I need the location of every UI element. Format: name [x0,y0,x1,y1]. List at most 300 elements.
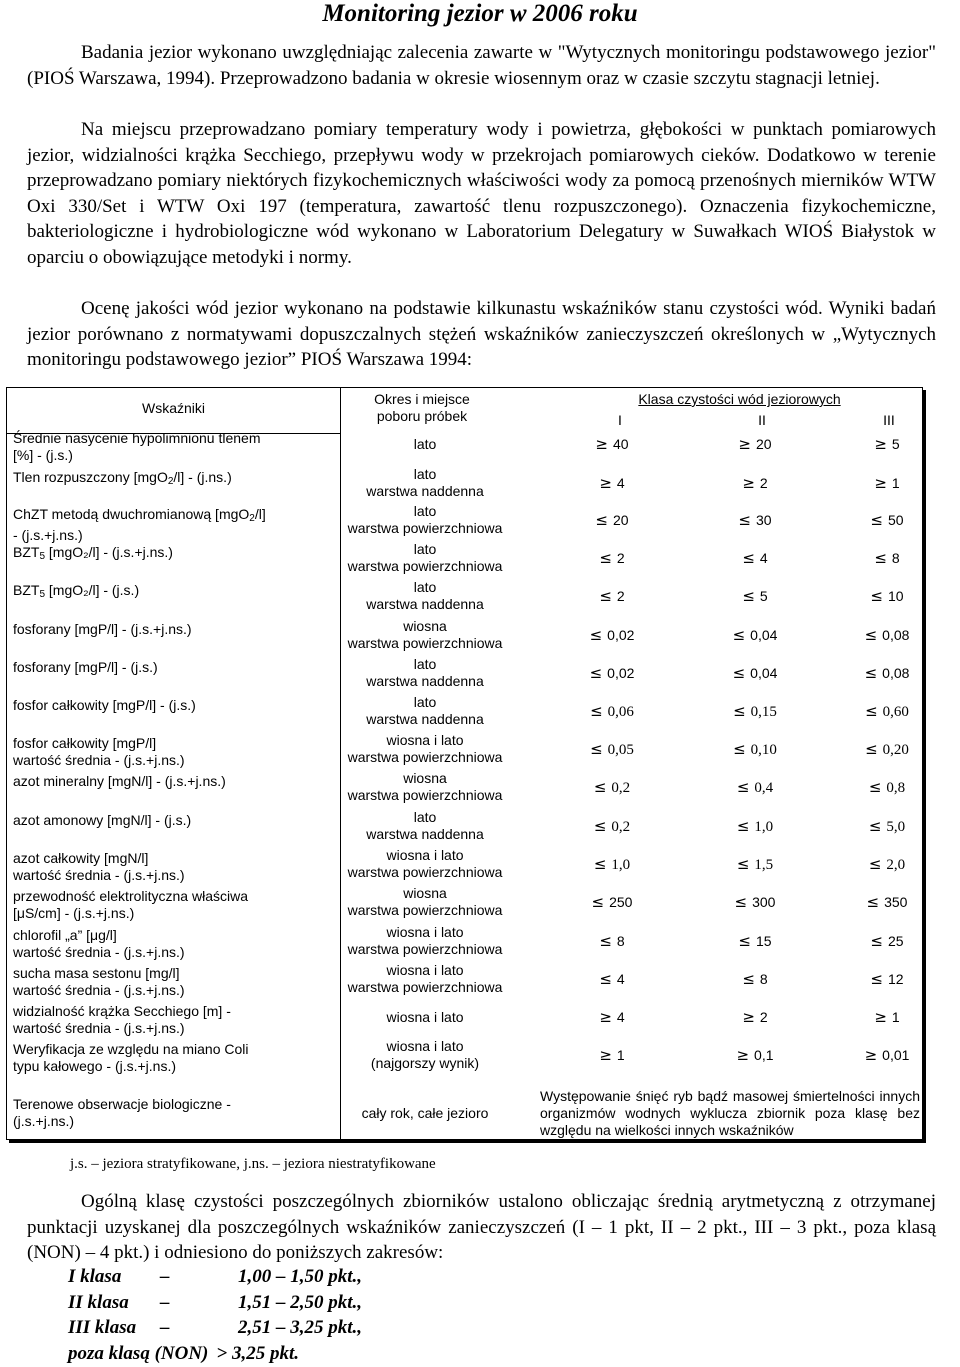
class-2-value [700,818,810,836]
indicator-line2: wartość średnia - (j.s.+j.ns.) [13,752,185,768]
comparison-symbol: ≤ [593,778,607,796]
class-3-value [832,588,942,605]
threshold-value: 20 [756,436,772,452]
threshold-value: 0,15 [750,704,777,720]
sampling-season: lato [413,503,437,519]
threshold-value: 4 [616,475,625,491]
comparison-symbol: ≤ [589,664,603,682]
indicator-line1 [13,735,333,752]
comparison-symbol: ≤ [865,740,878,758]
class-1-value [557,588,667,605]
sampling-cell [340,732,510,766]
threshold-value: 0,02 [607,665,635,681]
grade-line [68,1264,362,1290]
class-2-value [700,665,810,682]
sampling-season: lato [413,809,437,825]
sampling-season: wiosna [403,618,447,634]
sampling-season: lato [413,466,437,482]
indicator-cell [13,735,333,769]
comparison-symbol: ≤ [732,626,746,644]
comparison-symbol: ≤ [738,511,751,529]
indicator-line1 [13,582,333,603]
class-3-value [832,933,942,950]
indicator-line1 [13,888,333,905]
class-3-value [832,894,942,911]
comparison-symbol: ≥ [599,1046,612,1064]
indicator-line1 [13,927,333,944]
sampling-cell [340,694,510,728]
sampling-layer: warstwa powierzchniowa [347,979,503,995]
comparison-symbol: ≥ [599,474,612,492]
threshold-value: 5 [891,436,900,452]
indicator-cell [13,1003,333,1037]
grade-range: 1,51 – 2,50 pkt., [238,1291,363,1313]
class-1-value [557,703,667,721]
summary-paragraph: Ogólną klasę czystości poszczególnych zbiorników ustalono obliczając średnią arytmetyczną z otrzymanej punktacji uzyskanej dla poszczególnych wskaźników zanieczyszczeń (I – 1 pkt, II – 2 pkt., III – 3 pkt., poza klasą (NON) – 4 pkt.) i odniesiono do poniższych zakresów: [27,1191,936,1263]
indicator-subscript: 2 [167,476,174,487]
sampling-cell [340,924,510,958]
threshold-value: 0,8 [886,780,906,796]
sampling-cell [340,466,510,500]
threshold-value: 0,01 [882,1047,910,1063]
grade-line [68,1290,362,1316]
threshold-value: 12 [888,971,904,987]
grade-dash: – [160,1291,170,1313]
indicator-line2: [μS/cm] - (j.s.+j.ns.) [13,905,135,921]
comparison-symbol: ≥ [742,474,755,492]
indicator-line2: wartość średnia - (j.s.+j.ns.) [13,982,185,998]
indicator-cell [13,965,333,999]
comparison-symbol: ≤ [865,702,878,720]
header-klasa: Klasa czystości wód jeziorowych [638,391,841,407]
intro-paragraph: Badania jezior wykonano uwzględniając zalecenia zawarte w "Wytycznych monitoringu podstawowego jezior" (PIOŚ Warszawa, 1994). Przeprowadzono badania w okresie wiosennym oraz w czasie szczytu stagnacji letniej. [27,42,936,89]
sampling-cell [340,541,510,575]
indicator-text-end: [mgO₂/l] - (j.s.+j.ns.) [45,544,173,560]
threshold-value: 15 [756,933,772,949]
sampling-season: wiosna i lato [386,924,464,940]
threshold-value: 1,0 [754,819,774,835]
indicator-subscript: 5 [39,589,46,600]
sampling-layer: warstwa powierzchniowa [347,941,503,957]
grade-label: III klasa [68,1317,137,1338]
grade-range: 1,00 – 1,50 pkt., [238,1266,363,1287]
indicator-text: fosfor całkowity [mgP/l] - (j.s.) [13,697,196,713]
threshold-value: 0,06 [607,704,634,720]
sampling-layer: warstwa powierzchniowa [347,787,503,803]
class-2-value [700,779,810,797]
sampling-cell [340,770,510,804]
class-2-value [700,741,810,759]
indicator-text-end: [mgO₂/l] - (j.s.) [45,582,140,598]
comparison-symbol: ≤ [733,702,746,720]
comparison-symbol: ≤ [868,817,882,835]
comparison-symbol: ≤ [874,549,887,567]
indicator-cell [13,659,333,676]
indicator-cell [13,812,333,829]
class-1-value [557,856,667,874]
class-2-value [700,627,810,644]
sampling-cell [340,962,510,996]
header-okres-line1: Okres i miejsce [374,391,470,407]
sampling-cell: cały rok, całe jezioro [361,1105,489,1121]
class-2-value [700,894,810,911]
comparison-symbol: ≥ [864,1046,878,1064]
class-2-value [700,856,810,874]
threshold-value: 8 [759,971,768,987]
threshold-value: 4 [616,1009,625,1025]
indicator-line1 [13,965,333,982]
sampling-layer: (najgorszy wynik) [370,1055,480,1071]
sampling-layer: warstwa powierzchniowa [347,558,503,574]
comparison-symbol: ≥ [738,435,751,453]
class-1-value [557,741,667,759]
indicator-line1 [13,659,333,676]
threshold-value: 0,4 [754,780,774,796]
comparison-symbol: ≤ [870,587,883,605]
class-3-value [832,512,942,529]
class-1-value [557,627,667,644]
indicator-cell [13,1041,333,1075]
threshold-value: 2 [759,475,768,491]
threshold-value: 250 [609,894,633,910]
header-okres [347,391,497,425]
sampling-cell [340,847,510,881]
indicator-text: ChZT metodą dwuchromianową [mgO [13,506,250,522]
threshold-value: 0,2 [611,819,631,835]
comparison-symbol: ≤ [870,511,883,529]
indicator-text: Weryfikacja ze względu na miano Coli [13,1041,249,1057]
indicator-subscript: 2 [249,513,255,524]
sampling-cell [340,503,510,537]
indicator-line1 [13,544,333,565]
indicator-line1 [13,812,333,829]
class-2-value [700,703,810,721]
indicator-text-end: /l] - (j.ns.) [173,469,232,485]
comparison-symbol: ≤ [599,932,612,950]
sampling-cell [340,579,510,613]
indicator-cell [13,773,333,790]
sampling-season: lato [413,541,437,557]
comparison-symbol: ≤ [734,893,748,911]
indicator-text: sucha masa sestonu [mg/l] [13,965,180,981]
threshold-value: 20 [613,512,629,528]
indicator-cell [13,544,333,565]
indicator-subscript: 5 [39,551,46,562]
class-3-value [832,550,942,567]
class-3-value [832,1009,942,1026]
assessment-paragraph: Ocenę jakości wód jezior wykonano na podstawie kilkunastu wskaźników stanu czystości wód. Wyniki badań jezior porównano z normatywami dopuszczalnych stężeń wskaźników zanieczyszczeń określonych w „Wytycznych monitoringu podstawowego jezior” PIOŚ Warszawa 1994: [27,298,936,370]
indicator-cell [13,621,333,638]
comparison-symbol: ≤ [868,855,882,873]
indicator-line1 [13,850,333,867]
sampling-cell [340,809,510,843]
header-class-3: III [883,412,895,428]
threshold-value: 0,1 [754,1047,774,1063]
threshold-value: 25 [888,933,904,949]
threshold-value: 10 [888,588,904,604]
threshold-value: 1,0 [611,857,631,873]
comparison-symbol: ≤ [738,932,751,950]
class-3-value [832,779,942,797]
indicator-line2: wartość średnia - (j.s.+j.ns.) [13,944,185,960]
indicator-line2: - (j.s.+j.ns.) [13,527,83,543]
threshold-value: 2 [616,588,625,604]
threshold-value: 1,5 [754,857,774,873]
indicator-line1 [13,697,333,714]
threshold-value: 2,0 [886,857,906,873]
class-3-value [832,665,942,682]
class-2-value [700,475,810,492]
class-3-value [832,741,942,759]
comparison-symbol: ≥ [736,1046,750,1064]
indicator-text: chlorofil „a” [μg/l] [13,927,117,943]
header-class-1: I [618,412,622,428]
sampling-season: lato [413,579,437,595]
indicator-line1 [13,430,333,447]
threshold-value: 0,20 [882,742,909,758]
comparison-symbol: ≤ [736,817,750,835]
indicator-cell [13,1096,333,1130]
comparison-symbol: ≤ [591,893,605,911]
sampling-season: wiosna i lato [386,732,464,748]
class-1-value [557,475,667,492]
comparison-symbol: ≤ [736,778,750,796]
sampling-season: lato [413,656,437,672]
grade-line [68,1341,362,1367]
grade-line [68,1315,362,1341]
comparison-symbol: ≥ [874,474,887,492]
page-title: Monitoring jezior w 2006 roku [322,0,638,27]
header-wskazniki: Wskaźniki [141,400,205,416]
class-2-value [700,933,810,950]
threshold-value: 5 [759,588,768,604]
sampling-cell [340,885,510,919]
comparison-symbol: ≤ [870,970,883,988]
indicator-text: BZT [13,544,40,560]
grade-ranges [68,1264,362,1366]
class-2-value [700,436,810,453]
comparison-symbol: ≤ [864,626,878,644]
sampling-season: wiosna i lato [386,962,464,978]
sampling-cell [340,1009,510,1026]
biological-note: Występowanie śnięć ryb bądź masowej śmiertelności innych organizmów wodnych wyklucza zbiornik poza klasę bez względu na wielkości innych wskaźników [540,1088,920,1138]
indicator-cell [13,582,333,603]
threshold-value: 0,2 [611,780,631,796]
indicator-cell [13,888,333,922]
sampling-layer: warstwa naddenna [366,483,484,499]
threshold-value: 0,08 [882,665,910,681]
sampling-cell [340,436,510,453]
indicator-text: fosfor całkowity [mgP/l] [13,735,157,751]
indicator-text: azot całkowity [mgN/l] [13,850,149,866]
indicator-line1 [13,506,333,527]
threshold-value: 0,60 [882,704,909,720]
class-2-value [700,1047,810,1064]
comparison-symbol: ≤ [599,587,612,605]
grade-label: II klasa [68,1291,129,1313]
threshold-value: 8 [891,550,900,566]
grade-dash: – [160,1317,170,1338]
indicator-line2: typu kałowego - (j.s.+j.ns.) [13,1058,177,1074]
comparison-symbol: ≥ [599,1008,612,1026]
sampling-cell [340,656,510,690]
threshold-value: 40 [613,436,629,452]
sampling-cell [340,1038,510,1072]
indicator-text: fosforany [mgP/l] - (j.s.) [13,659,158,675]
threshold-value: 1 [616,1047,625,1063]
comparison-symbol: ≤ [732,664,746,682]
comparison-symbol: ≤ [595,511,608,529]
threshold-value: 50 [888,512,904,528]
class-2-value [700,588,810,605]
quality-class-table [6,387,923,1140]
class-1-value [557,1009,667,1026]
class-1-value [557,512,667,529]
comparison-symbol: ≤ [864,664,878,682]
class-2-value [700,512,810,529]
class-3-value [832,627,942,644]
sampling-layer: warstwa powierzchniowa [347,902,503,918]
class-1-value [557,933,667,950]
threshold-value: 1 [891,475,900,491]
class-3-value [832,475,942,492]
indicator-line2: wartość średnia - (j.s.+j.ns.) [13,1020,185,1036]
comparison-symbol: ≤ [866,893,880,911]
grade-label: poza klasą (NON) [68,1342,209,1364]
class-3-value [832,703,942,721]
methods-paragraph: Na miejscu przeprowadzano pomiary temperatury wody i powietrza, głębokości w punktach pomiarowych jezior, widzialności krążka Secchiego, przepływu wody w przekrojach pomiarowych cieków. Dodatkowo w terenie przeprowadzano pomiary niektórych fizykochemicznych właściwości wody za pomocą przenośnych mierników WTW Oxi 330/Set i WTW Oxi 197 (temperatura, zawartość tlenu rozpuszczonego). Oznaczenia fizykochemiczne, bakteriologiczne i hydrobiologiczne wód wykonano w Laboratorium Delegatury w Suwałkach WIOŚ Białystok w oparciu o obowiązujące metodyki i normy. [27,119,936,268]
comparison-symbol: ≥ [595,435,608,453]
sampling-season: wiosna [403,770,447,786]
threshold-value: 0,04 [750,627,778,643]
comparison-symbol: ≤ [742,549,755,567]
sampling-season: wiosna i lato [386,847,464,863]
threshold-value: 5,0 [886,819,906,835]
indicator-text: BZT [13,582,40,598]
threshold-value: 2 [759,1009,768,1025]
threshold-value: 350 [884,894,908,910]
indicator-cell [13,927,333,961]
sampling-season: lato [413,694,437,710]
indicator-cell [13,697,333,714]
sampling-season: wiosna i lato [386,1038,464,1054]
indicator-line1 [13,469,333,490]
comparison-symbol: ≤ [589,626,603,644]
comparison-symbol: ≥ [874,435,887,453]
indicator-cell [13,469,333,490]
indicator-line1 [13,773,333,790]
threshold-value: 8 [616,933,625,949]
sampling-layer: warstwa powierzchniowa [347,635,503,651]
comparison-symbol: ≤ [599,549,612,567]
comparison-symbol: ≤ [599,970,612,988]
comparison-symbol: ≤ [870,932,883,950]
sampling-layer: warstwa powierzchniowa [347,520,503,536]
class-1-value [557,665,667,682]
indicator-cell [13,850,333,884]
grade-range: > 3,25 pkt. [216,1342,299,1364]
table-footnote: j.s. – jeziora stratyfikowane, j.ns. – jeziora niestratyfikowane [70,1156,436,1172]
class-2-value [700,971,810,988]
class-3-value [832,436,942,453]
indicator-line1 [13,1041,333,1058]
sampling-layer: warstwa powierzchniowa [347,749,503,765]
class-2-value [700,1009,810,1026]
class-1-value [557,971,667,988]
class-1-value [557,779,667,797]
class-1-value [557,436,667,453]
comparison-symbol: ≥ [874,1008,887,1026]
comparison-symbol: ≤ [742,970,755,988]
class-1-value [557,550,667,567]
indicator-text: azot mineralny [mgN/l] - (j.s.+j.ns.) [13,773,226,789]
class-3-value [832,856,942,874]
threshold-value: 0,04 [750,665,778,681]
threshold-value: 0,05 [607,742,634,758]
indicator-line2: (j.s.+j.ns.) [13,1113,75,1129]
indicator-text: Średnie nasycenie hypolimnionu tlenem [13,430,261,446]
sampling-cell [340,618,510,652]
indicator-line2: wartość średnia - (j.s.+j.ns.) [13,867,185,883]
threshold-value: 30 [756,512,772,528]
indicator-text: przewodność elektrolityczna właściwa [13,888,248,904]
comparison-symbol: ≤ [593,817,607,835]
comparison-symbol: ≤ [593,855,607,873]
class-2-value [700,550,810,567]
threshold-value: 0,10 [750,742,777,758]
class-1-value [557,894,667,911]
threshold-value: 300 [752,894,776,910]
sampling-layer: warstwa naddenna [366,673,484,689]
threshold-value: 4 [759,550,768,566]
indicator-cell [13,506,333,544]
grade-dash: – [160,1266,170,1287]
header-class-2: II [758,412,766,428]
comparison-symbol: ≤ [590,740,603,758]
comparison-symbol: ≥ [742,1008,755,1026]
threshold-value: 0,08 [882,627,910,643]
threshold-value: 2 [616,550,625,566]
class-3-value [832,971,942,988]
comparison-symbol: ≤ [742,587,755,605]
threshold-value: 0,02 [607,627,635,643]
threshold-value: 4 [616,971,625,987]
indicator-line1 [13,1003,333,1020]
indicator-text: Tlen rozpuszczony [mgO [13,469,168,485]
sampling-layer: warstwa powierzchniowa [347,864,503,880]
indicator-line2: [%] - (j.s.) [13,447,73,463]
grade-range: 2,51 – 3,25 pkt., [238,1317,363,1338]
class-1-value [557,1047,667,1064]
grade-label: I klasa [68,1266,122,1287]
sampling-season: wiosna i lato [386,1009,464,1025]
class-1-value [557,818,667,836]
indicator-text: fosforany [mgP/l] - (j.s.+j.ns.) [13,621,192,637]
indicator-text: azot amonowy [mgN/l] - (j.s.) [13,812,192,828]
comparison-symbol: ≤ [733,740,746,758]
indicator-line1 [13,621,333,638]
indicator-cell [13,430,333,464]
sampling-season: lato [413,436,437,452]
header-okres-line2: poboru próbek [376,408,468,424]
class-3-value [832,1047,942,1064]
indicator-line1: Terenowe obserwacje biologiczne - [13,1096,231,1112]
sampling-layer: warstwa naddenna [366,826,484,842]
comparison-symbol: ≤ [736,855,750,873]
comparison-symbol: ≤ [590,702,603,720]
threshold-value: 1 [891,1009,900,1025]
sampling-season: wiosna [403,885,447,901]
